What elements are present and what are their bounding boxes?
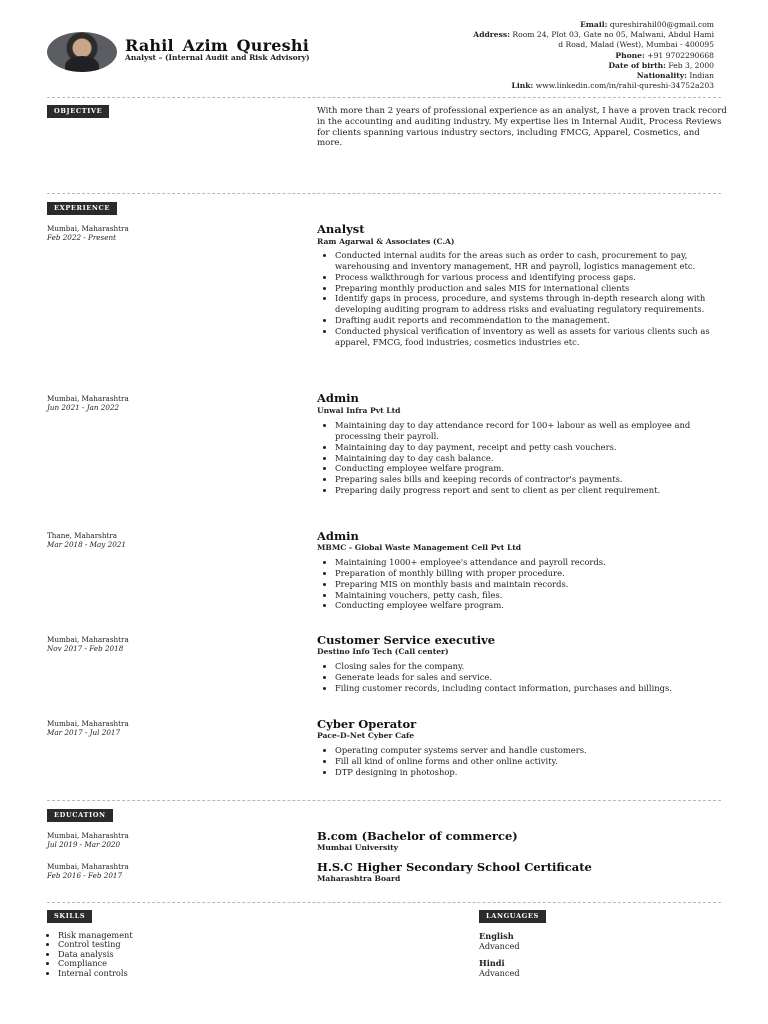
job-bullets (317, 745, 727, 778)
section-divider (47, 902, 721, 903)
job-company: Destino Info Tech (Call center) (317, 647, 449, 656)
dob-value: Feb 3, 2000 (668, 60, 714, 70)
job-bullet: • Preparing daily progress report and sent to client as per client requirement. (335, 485, 727, 496)
phone-line (394, 51, 714, 61)
edu-location-dates (47, 862, 129, 880)
objective-text: With more than 2 years of professional experience as an analyst, I have a proven track record in the accounting and auditing industry. My expertise lies in Internal Audit, Process Reviews for clients spanning various industry sectors, including FMCG, Apparel, Cosmetics, and more. (317, 106, 727, 149)
job-dates: Mar 2018 - May 2021 (47, 540, 126, 550)
job-dates: Nov 2017 - Feb 2018 (47, 644, 124, 654)
language-level: Advanced (479, 968, 520, 978)
job-location-dates (47, 635, 129, 653)
email-line (394, 20, 714, 30)
job-bullet: • Closing sales for the company. (335, 661, 727, 672)
experience-tag: EXPERIENCE (47, 202, 117, 215)
job-bullets (317, 557, 727, 611)
email-value[interactable]: qureshirahil00@gmail.com (609, 20, 714, 29)
job-role: Admin (317, 391, 359, 405)
education-tag: EDUCATION (47, 809, 113, 822)
job-bullet: • Maintaining day to day attendance record for 100+ labour as well as employee and processing their payroll. (335, 420, 727, 442)
edu-school: Mumbai University (317, 843, 399, 852)
phone-value: +91 9702290668 (647, 50, 714, 60)
job-bullet: • Filing customer records, including contact information, purchases and billings. (335, 683, 727, 694)
candidate-title: Analyst – (Internal Audit and Risk Advisory) (125, 53, 310, 62)
job-bullet: • Conducting employee welfare program. (335, 600, 727, 611)
skills-list (47, 931, 133, 978)
job-location-dates (47, 224, 129, 242)
job-dates: Mar 2017 - Jul 2017 (47, 728, 121, 738)
language-item (479, 931, 520, 951)
job-role: Admin (317, 529, 359, 543)
job-bullet: • DTP designing in photoshop. (335, 767, 727, 778)
job-bullet: • Conducted physical verification of inventory as well as assets for various clients such as apparel, FMCG, food industries, cosmetics industries etc. (335, 326, 727, 348)
job-location: Mumbai, Maharashtra (47, 394, 129, 403)
job-bullets (317, 250, 727, 348)
edu-school: Maharashtra Board (317, 874, 401, 883)
job-location: Thane, Maharshtra (47, 531, 118, 540)
address-label: Address: (473, 30, 510, 40)
job-company: Unwal Infra Pvt Ltd (317, 406, 401, 415)
address-line-2: d Road, Malad (West), Mumbai - 400095 (558, 40, 714, 50)
edu-location: Mumbai, Maharashtra (47, 831, 129, 840)
language-name: English (479, 931, 514, 941)
edu-degree: B.com (Bachelor of commerce) (317, 829, 518, 843)
job-role: Analyst (317, 222, 365, 236)
address-line (394, 30, 714, 40)
job-location: Mumbai, Maharashtra (47, 635, 129, 644)
profile-photo (47, 32, 117, 72)
job-bullet: • Maintaining day to day cash balance. (335, 453, 727, 464)
job-location-dates (47, 394, 129, 412)
nationality-label: Nationality: (636, 71, 687, 81)
job-bullet: • Fill all kind of online forms and other online activity. (335, 756, 727, 767)
job-bullets (317, 420, 727, 496)
contact-block (394, 20, 714, 91)
job-bullet: • Operating computer systems server and handle customers. (335, 745, 727, 756)
link-label: Link: (511, 81, 534, 91)
job-bullets (317, 661, 727, 694)
job-bullet: • Conducting employee welfare program. (335, 463, 727, 474)
job-bullet: • Maintaining 1000+ employee's attendance and payroll records. (335, 557, 727, 568)
section-divider (47, 800, 721, 801)
section-divider (47, 193, 721, 194)
job-bullet: • Preparing monthly production and sales MIS for international clients (335, 283, 727, 294)
skill-item: • Data analysis (58, 950, 133, 959)
email-label: Email: (580, 20, 608, 29)
candidate-name: Rahil Azim Qureshi (125, 36, 309, 55)
skill-item: • Compliance (58, 959, 133, 968)
job-bullet: • Preparing MIS on monthly basis and maintain records. (335, 579, 727, 590)
job-bullet: • Preparation of monthly billing with proper procedure. (335, 568, 727, 579)
skill-item: • Risk management (58, 931, 133, 940)
job-dates: Feb 2022 - Present (47, 233, 117, 243)
job-role: Cyber Operator (317, 717, 417, 731)
job-location: Mumbai, Maharashtra (47, 719, 129, 728)
skills-tag: SKILLS (47, 910, 92, 923)
dob-line (394, 61, 714, 71)
objective-tag: OBJECTIVE (47, 105, 109, 118)
job-company: Ram Agarwal & Associates (C.A) (317, 237, 455, 246)
job-bullet: • Process walkthrough for various process and identifying process gaps. (335, 272, 727, 283)
job-bullet: • Maintaining vouchers, petty cash, files. (335, 590, 727, 601)
address-value-1: Room 24, Plot 03, Gate no 05, Malwani, Abdul Hami (512, 30, 714, 40)
job-location-dates (47, 531, 126, 549)
job-bullet: • Preparing sales bills and keeping records of contractor's payments. (335, 474, 727, 485)
edu-location-dates (47, 831, 129, 849)
skill-item: • Internal controls (58, 969, 133, 978)
job-company: Pace-D-Net Cyber Cafe (317, 731, 415, 740)
link-line (394, 81, 714, 91)
edu-dates: Feb 2016 - Feb 2017 (47, 871, 123, 881)
job-bullet: • Conducted internal audits for the areas such as order to cash, procurement to pay, warehousing and inventory management, HR and payroll, logistics management etc. (335, 250, 727, 272)
edu-dates: Jul 2019 - Mar 2020 (47, 840, 121, 850)
dob-label: Date of birth: (608, 60, 666, 70)
nationality-line (394, 71, 714, 81)
edu-location: Mumbai, Maharashtra (47, 862, 129, 871)
language-name: Hindi (479, 958, 505, 968)
language-item (479, 958, 520, 978)
section-divider (47, 97, 721, 98)
edu-degree: H.S.C Higher Secondary School Certificate (317, 860, 592, 874)
job-location-dates (47, 719, 129, 737)
language-level: Advanced (479, 941, 520, 951)
phone-label: Phone: (615, 50, 645, 60)
job-location: Mumbai, Maharashtra (47, 224, 129, 233)
job-dates: Jun 2021 - Jan 2022 (47, 403, 120, 413)
languages-tag: LANGUAGES (479, 910, 546, 923)
skill-item: • Control testing (58, 940, 133, 949)
job-bullet: • Maintaining day to day payment, receipt and petty cash vouchers. (335, 442, 727, 453)
job-bullet: • Generate leads for sales and service. (335, 672, 727, 683)
job-bullet: • Drafting audit reports and recommendation to the management. (335, 315, 727, 326)
job-bullet: • Identify gaps in process, procedure, and systems through in-depth research along with developing auditing program to address risks and evaluating regulatory requirements. (335, 293, 727, 315)
job-role: Customer Service executive (317, 633, 496, 647)
linkedin-link[interactable]: www.linkedin.com/in/rahil-qureshi-34752a203 (535, 81, 714, 91)
job-company: MBMC - Global Waste Management Cell Pvt Ltd (317, 543, 522, 552)
nationality-value: Indian (689, 71, 714, 81)
